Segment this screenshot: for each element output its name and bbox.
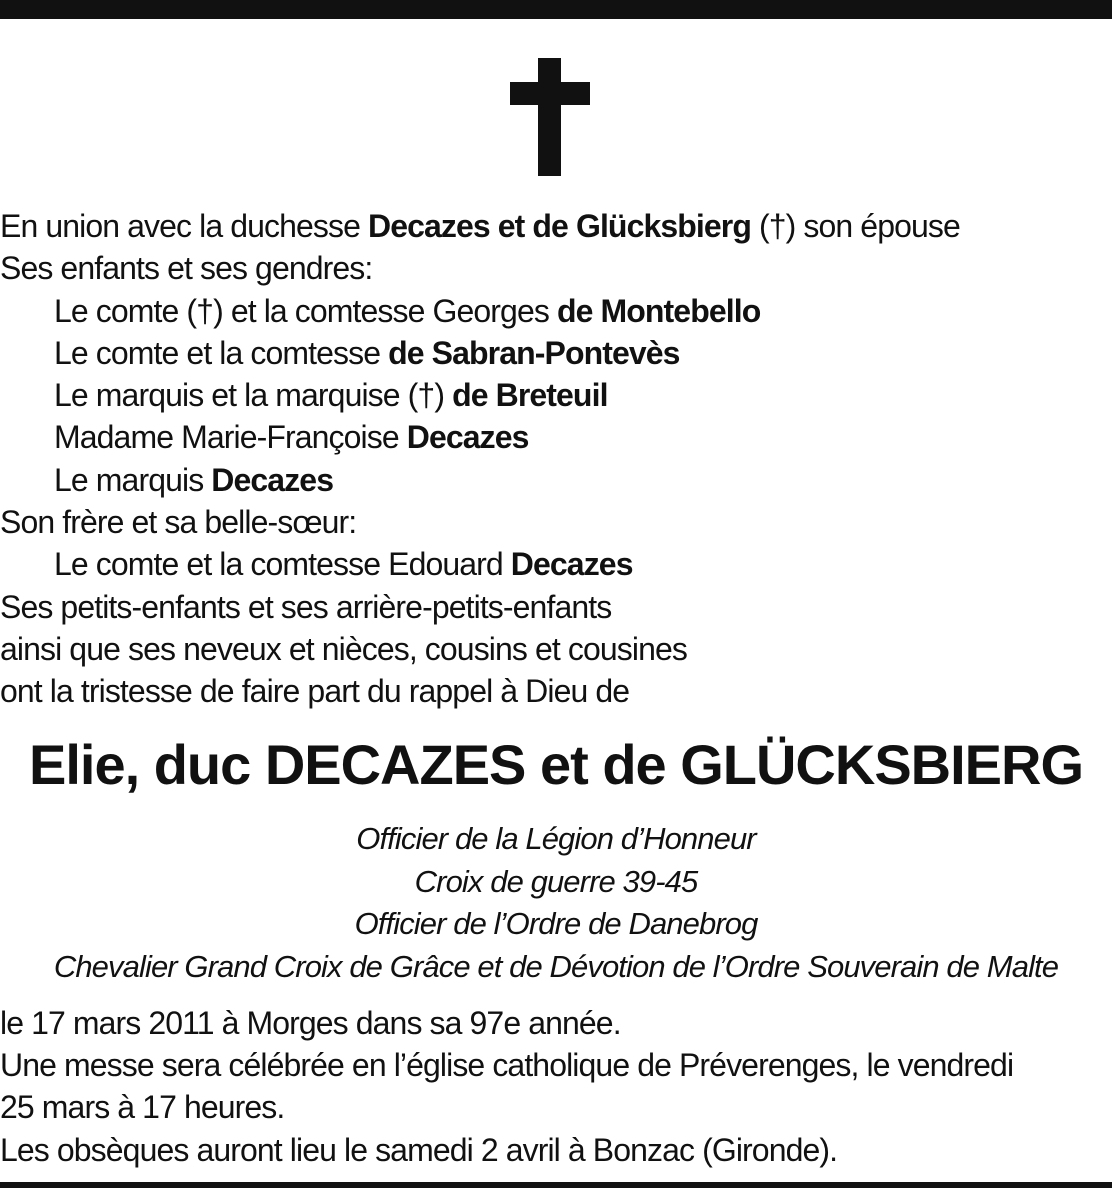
- text-segment: Le comte et la comtesse: [54, 334, 389, 371]
- footer-line: Les obsèques auront lieu le samedi 2 avril à Bonzac (Gironde).: [0, 1131, 838, 1168]
- footer-line: 25 mars à 17 heures.: [0, 1089, 285, 1126]
- text-segment: ainsi que ses neveux et nièces, cousins et cousines: [0, 630, 687, 667]
- text-segment: Le marquis: [54, 461, 212, 498]
- text-segment: (†) son épouse: [751, 208, 960, 244]
- announcement-line: [0, 628, 1112, 670]
- announcement-line: [0, 374, 1112, 416]
- cross-icon: [510, 58, 590, 176]
- announcement-line: [0, 290, 1112, 332]
- text-segment: Ses petits-enfants et ses arrière-petits-enfants: [0, 588, 612, 625]
- cross-vertical-bar: [538, 58, 561, 176]
- name-bold: Decazes: [211, 461, 334, 498]
- text-segment: Madame Marie-Françoise: [54, 419, 407, 456]
- top-rule: [0, 0, 1112, 19]
- honors-list: [0, 818, 1112, 988]
- announcement-line: [0, 670, 1112, 712]
- announcement-line: [0, 332, 1112, 374]
- name-bold: Decazes et de Glücksbierg: [367, 208, 752, 244]
- text-segment: Le comte et la comtesse Edouard: [54, 546, 511, 583]
- announcement-line: [0, 543, 1112, 585]
- service-details: [0, 1002, 1112, 1171]
- footer-line: Une messe sera célébrée en l’église catholique de Préverenges, le vendredi: [0, 1047, 1014, 1084]
- text-segment: Le comte (†) et la comtesse Georges: [54, 292, 557, 329]
- name-bold: de Sabran-Pontevès: [388, 334, 680, 371]
- text-segment: En union avec la duchesse: [0, 208, 368, 244]
- text-segment: Son frère et sa belle-sœur:: [0, 504, 357, 541]
- announcement-line: [0, 586, 1112, 628]
- text-segment: Le marquis et la marquise (†): [54, 377, 453, 414]
- name-bold: Decazes: [510, 546, 633, 583]
- honor-line: Officier de l’Ordre de Danebrog: [354, 906, 758, 941]
- family-announcement: [0, 205, 1112, 713]
- text-segment: ont la tristesse de faire part du rappel à Dieu de: [0, 673, 630, 710]
- honor-line: Croix de guerre 39-45: [414, 863, 698, 899]
- honor-line: Officier de la Légion d’Honneur: [356, 821, 756, 856]
- cross-horizontal-bar: [510, 82, 590, 105]
- announcement-line: [0, 205, 1112, 247]
- bottom-rule: [0, 1182, 1112, 1188]
- text-segment: Ses enfants et ses gendres:: [0, 250, 373, 287]
- announcement-line: [0, 247, 1112, 289]
- deceased-name: Elie, duc DECAZES et de GLÜCKSBIERG: [28, 733, 1084, 796]
- name-bold: de Breteuil: [452, 377, 608, 414]
- footer-line: le 17 mars 2011 à Morges dans sa 97e année.: [0, 1005, 621, 1041]
- announcement-line: [0, 416, 1112, 458]
- announcement-line: [0, 501, 1112, 543]
- announcement-line: [0, 459, 1112, 501]
- name-bold: Decazes: [406, 419, 529, 456]
- honor-line: Chevalier Grand Croix de Grâce et de Dévotion de l’Ordre Souverain de Malte: [53, 948, 1059, 984]
- name-bold: de Montebello: [556, 292, 761, 329]
